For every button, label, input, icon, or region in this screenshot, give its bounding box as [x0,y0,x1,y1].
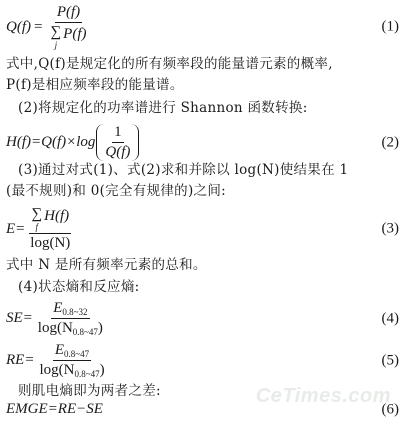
paragraph-1-line-1: 式中,Q(f)是规定化的所有频率段的能量谱元素的概率, [6,56,333,72]
eq6-expression: EMGE=RE−SE [6,401,103,417]
eq5-number: (5) [381,352,399,368]
eq3-sum-index: f [35,222,39,232]
eq1-sum-index: j [54,40,58,50]
eq1-number: (1) [381,18,399,35]
paragraph-4-text: 式中 N 是所有频率元素的总和。 [6,257,207,273]
eq3-sum-symbol: ∑ f [31,206,43,232]
eq2-inner-fraction [103,124,132,161]
eq3-lhs: E= [6,220,26,237]
eq2-inner-numerator: 1 [112,124,124,143]
eq5-fraction [37,342,106,379]
eq4-num-base: E [53,300,63,316]
eq5-den-prefix: log(N [39,362,75,378]
eq4-den-subscript: 0.8~47 [72,327,98,337]
paragraph-3-line-1: (3)通过对式(1)、式(2)求和并除以 log(N)使结果在 1 [18,162,349,178]
paragraph-1-line-2: P(f)是相应频率段的能量谱。 [6,77,184,93]
eq3-denominator: log(N) [30,235,71,251]
equation-1 [6,4,401,50]
eq4-numerator [51,300,89,319]
eq2-parenthesis [96,124,139,161]
eq4-den-suffix: ) [97,320,103,336]
eq1-fraction [48,4,88,50]
eq5-num-subscript: 0.8~47 [64,349,90,359]
paragraph-4 [6,255,405,276]
eq4-fraction [36,300,105,337]
equation-4 [6,300,401,337]
eq4-num-subscript: 0.8~32 [62,307,88,317]
step-2-text: (2)将规定化的功率谱进行 Shannon 函数转换: [18,100,308,116]
equation-3 [6,206,401,252]
eq5-den-suffix: ) [99,362,105,378]
paragraph-5-text: 则肌电熵即为两者之差: [18,383,161,399]
eq2-inner-denominator: Q(f) [105,144,131,160]
eq4-denominator [36,319,105,337]
eq4-lhs: SE= [6,310,33,326]
eq3-numerator: H(f) [44,208,70,224]
eq5-numerator [53,342,91,361]
eq4-den-prefix: log(N [37,320,73,336]
eq1-lhs: Q(f) [6,18,31,35]
watermark-logo: CeTimes.com [255,385,391,407]
eq6-number: (6) [381,401,399,417]
eq4-number: (4) [381,310,399,326]
eq5-num-base: E [54,342,65,358]
paragraph-1 [6,54,405,96]
eq1-equals: = [34,18,43,35]
eq5-den-subscript: 0.8~47 [74,369,100,379]
step-4-text: (4)状态熵和反应熵: [18,279,140,295]
eq2-lhs: H(f)=Q(f)×log [6,134,96,150]
eq3-fraction [28,206,72,252]
step-2-heading [6,98,405,119]
eq2-number: (2) [381,134,399,150]
equation-5 [6,342,401,379]
eq1-sum-symbol: ∑ j [50,24,62,50]
eq3-number: (3) [381,220,399,237]
eq5-denominator [37,361,106,379]
step-4-heading [6,277,405,298]
paragraph-3-line-2: (最不规则)和 0(完全有规律的)之间: [6,183,226,199]
paragraph-3 [6,160,405,202]
eq5-lhs: RE= [6,352,35,368]
eq1-numerator: P(f) [55,4,82,23]
eq1-denominator: P(f) [63,26,87,42]
equation-2 [6,124,401,161]
